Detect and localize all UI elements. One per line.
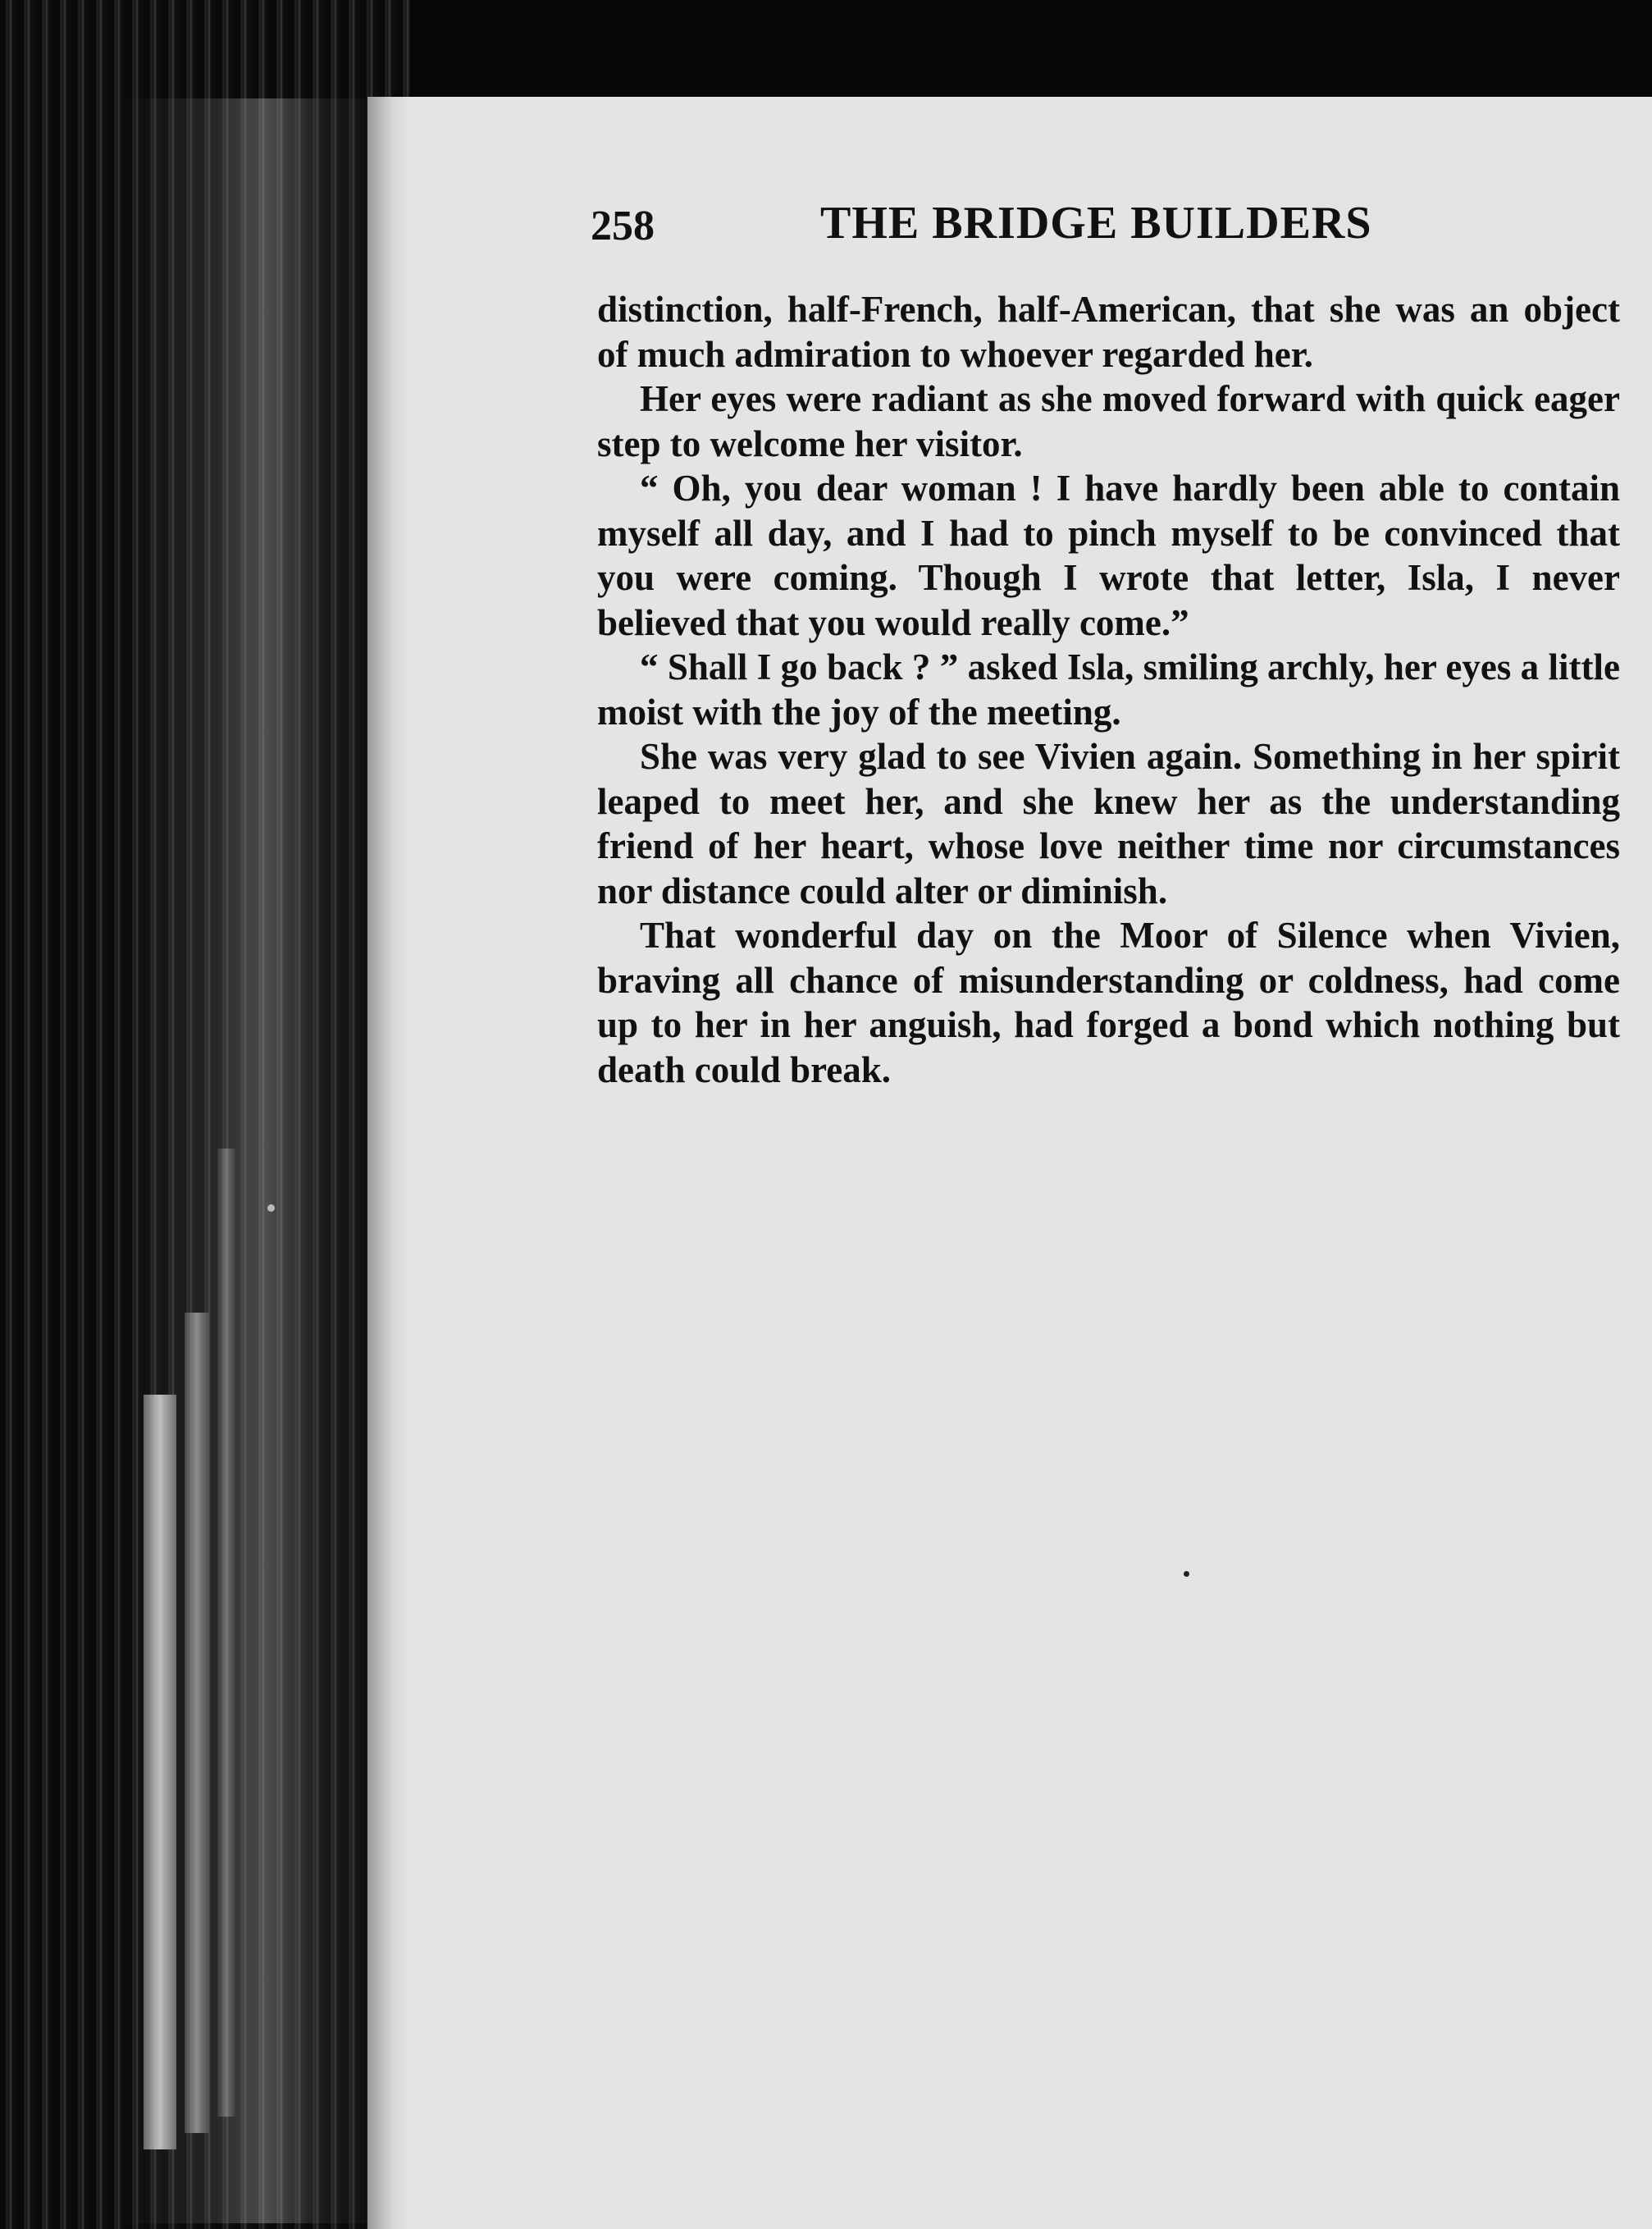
page-number: 258 xyxy=(591,203,655,249)
paragraph: She was very glad to see Vivien again. Something in her spirit leaped to meet her, and she knew her as the understanding friend of her heart, whose love neither time nor circumstances nor distance could alter or diminish. xyxy=(597,736,1620,911)
page-gutter-shadow xyxy=(367,97,410,2229)
body-text xyxy=(597,287,1620,1092)
paragraph: Her eyes were radiant as she moved forward with quick eager step to welcome her visitor. xyxy=(597,378,1620,464)
paragraph: “ Oh, you dear woman ! I have hardly been able to contain myself all day, and I had to pinch myself to be convinced that you were coming. Though I wrote that letter, Isla, I never believed that you would really come.” xyxy=(597,468,1620,643)
print-speck xyxy=(1184,1571,1189,1577)
page-edge-strip xyxy=(185,1313,209,2133)
paragraph: distinction, half-French, half-American, that she was an object of much admiration to whoever regarded her. xyxy=(597,289,1620,375)
page-edge-strip xyxy=(144,1395,176,2149)
page-edge-strip xyxy=(217,1149,235,2117)
paragraph: That wonderful day on the Moor of Silence when Vivien, braving all chance of misunderstanding or coldness, had come up to her in her anguish, had forged a bond which nothing but death could break. xyxy=(597,915,1620,1090)
paragraph: “ Shall I go back ? ” asked Isla, smiling archly, her eyes a little moist with the joy of the meeting. xyxy=(597,646,1620,733)
running-title: THE BRIDGE BUILDERS xyxy=(820,198,1372,249)
running-head xyxy=(591,197,1652,263)
scan-speck xyxy=(267,1204,275,1212)
